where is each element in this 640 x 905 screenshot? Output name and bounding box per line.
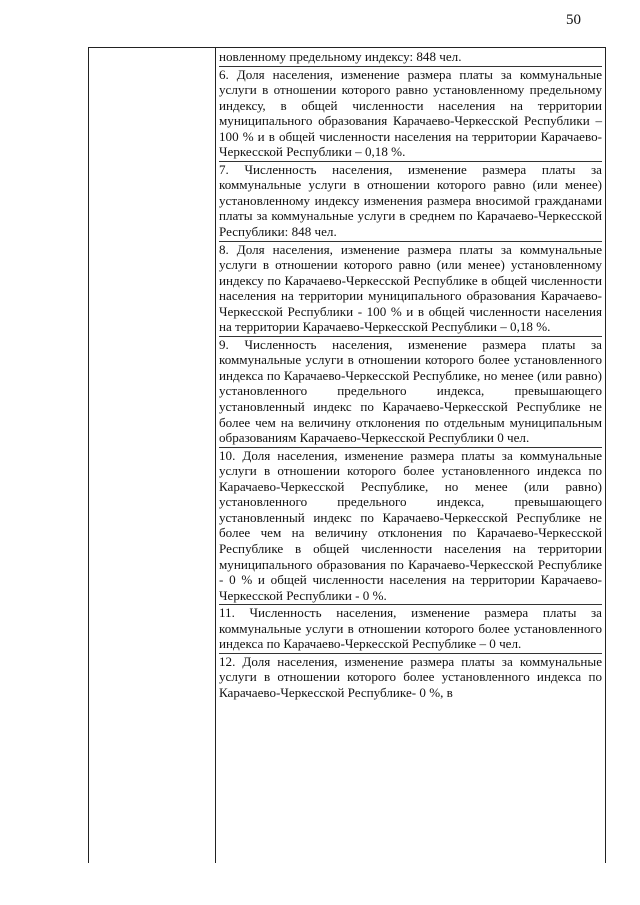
paragraph: 11. Численность населения, изменение размера платы за коммунальные услуги в отношении которого более установленного индекса по Карачаево-Черкесской Республике – 0 чел. (219, 605, 602, 652)
paragraph: 9. Численность населения, изменение размера платы за коммунальные услуги в отношении которого более установленного индекса по Карачаево-Черкесской Республике, но менее (или равно) установленного предельного индекса, превышающего установленный индекс по Карачаево-Черкесской Республике не более чем на величину отклонения по отдельным муниципальным образованиям Карачаево-Черкесской Республики 0 чел. (219, 336, 602, 446)
text-column (216, 48, 605, 863)
paragraph: новленному предельному индексу: 848 чел. (219, 49, 462, 64)
paragraph: 10. Доля населения, изменение размера платы за коммунальные услуги в отношении которого более установленного индекса по Карачаево-Черкесской Республике, но менее (или равно) установленного предельного индекса, превышающего установленный индекс по Карачаево-Черкесской Республике не более чем на величину отклонения по Карачаево-Черкесской Республике в общей численности населения на территории муниципального образования по Карачаево-Черкесской Республике - 0 % и общей численности населения на территории Карачаево-Черкесской Республики - 0 %. (219, 447, 602, 603)
paragraph: 8. Доля населения, изменение размера платы за коммунальные услуги в отношении которого равно (или менее) установленному индексу по Карачаево-Черкесской Республике в общей численности населения на территории муниципального образования Карачаево-Черкесской Республики - 100 % и в общей численности населения на территории Карачаево-Черкесской Республики – 0,18 %. (219, 241, 602, 335)
paragraph: 7. Численность населения, изменение размера платы за коммунальные услуги в отношении которого равно (или менее) установленному индексу изменения размера вносимой гражданами платы за коммунальные услуги в среднем по Карачаево-Черкесской Республики: 848 чел. (219, 161, 602, 240)
paragraph: 12. Доля населения, изменение размера платы за коммунальные услуги в отношении которого более установленного индекса по Карачаево-Черкесской Республике- 0 %, в (219, 653, 602, 700)
page-number: 50 (566, 12, 581, 28)
paragraph: 6. Доля населения, изменение размера платы за коммунальные услуги в отношении которого равно установленному предельному индексу, в общей численности населения на территории муниципального образования Карачаево-Черкесской Республики – 100 % и в общей численности населения на территории Карачаево-Черкесской Республики – 0,18 %. (219, 66, 602, 160)
document-table (88, 47, 606, 863)
